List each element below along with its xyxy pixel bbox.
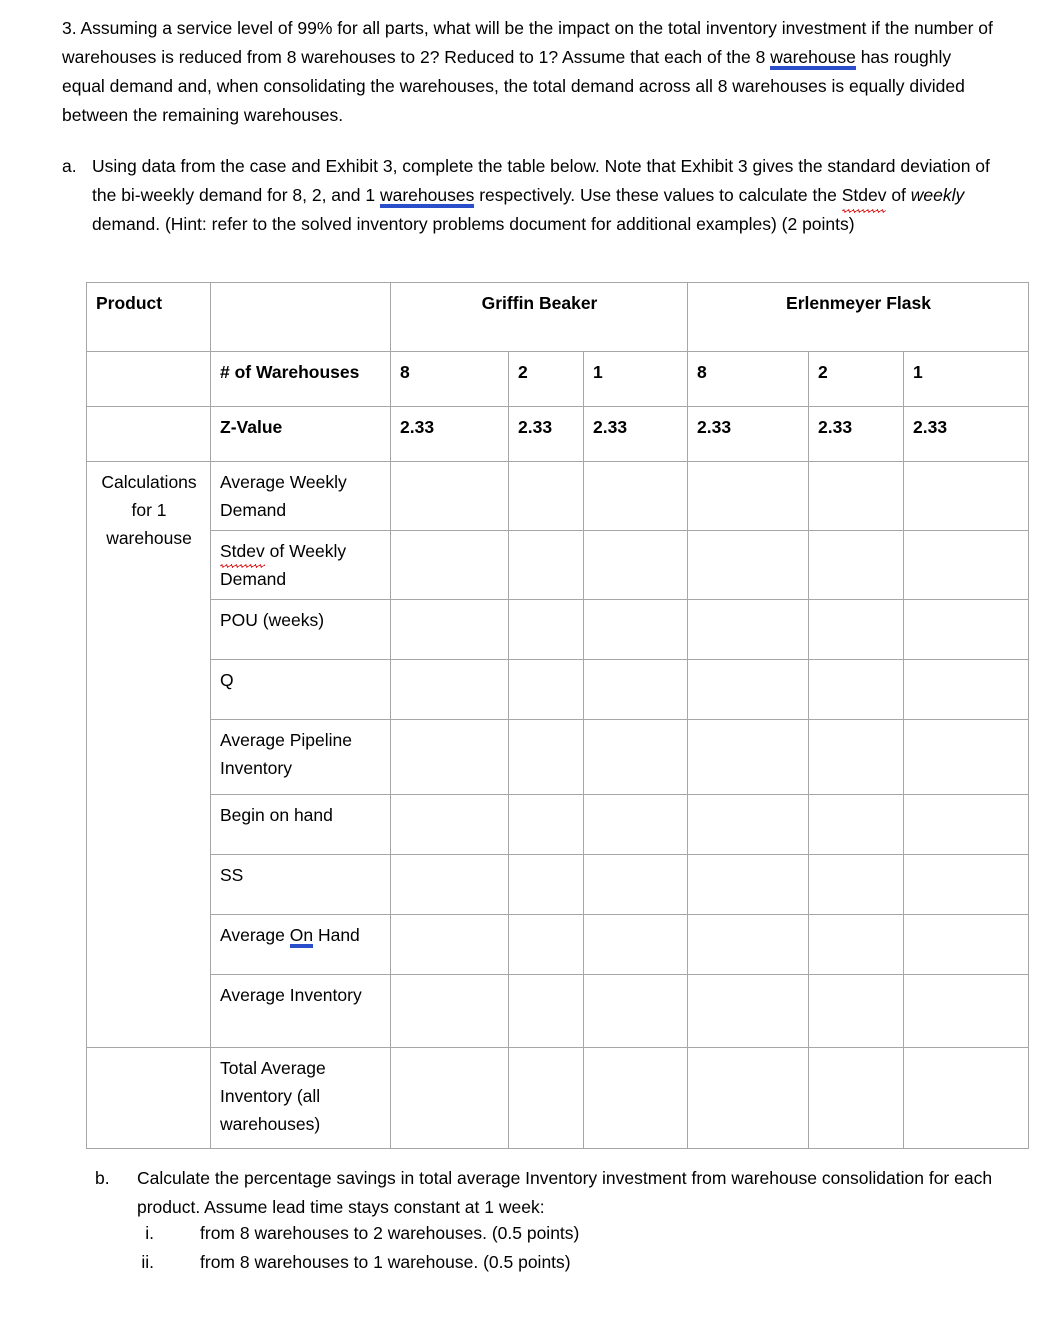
cell-pou-gb-1 xyxy=(584,600,688,660)
cell-boh-ef-2 xyxy=(809,795,904,855)
row-label-avg-on-hand-prefix: Average xyxy=(220,925,290,945)
row-label-average-inventory: Average Inventory xyxy=(211,975,391,1048)
cell-q-ef-8 xyxy=(688,660,809,720)
cell-stdev-gb-8 xyxy=(391,531,509,600)
cell-pou-gb-2 xyxy=(509,600,584,660)
cell-ai-gb-8 xyxy=(391,975,509,1048)
cell-aoh-ef-2 xyxy=(809,915,904,975)
cell-warehouses-ef-1: 1 xyxy=(904,352,1029,407)
list-item-b-sub-ii xyxy=(110,1248,1010,1277)
empty-cell xyxy=(87,407,211,462)
cell-ss-gb-2 xyxy=(509,855,584,915)
cell-awd-gb-1 xyxy=(584,462,688,531)
cell-pou-ef-2 xyxy=(809,600,904,660)
row-label-stdev-suffix: of Weekly Demand xyxy=(220,541,347,589)
inventory-calculation-table xyxy=(86,282,1029,1149)
cell-boh-gb-1 xyxy=(584,795,688,855)
cell-ss-ef-2 xyxy=(809,855,904,915)
question-3-text-part2: has roughly equal demand and, when consolidating the warehouses, the total demand across all 8 warehouses is equally divided between the remaining warehouses. xyxy=(62,47,965,125)
row-label-q: Q xyxy=(211,660,391,720)
cell-api-gb-2 xyxy=(509,720,584,795)
cell-zvalue-gb-2: 2.33 xyxy=(509,407,584,462)
cell-warehouses-ef-2: 2 xyxy=(809,352,904,407)
cell-awd-ef-2 xyxy=(809,462,904,531)
cell-tai-ef-8 xyxy=(688,1048,809,1149)
cell-tai-gb-2 xyxy=(509,1048,584,1149)
cell-boh-gb-8 xyxy=(391,795,509,855)
list-item-b-sublist xyxy=(110,1219,1010,1277)
cell-zvalue-ef-8: 2.33 xyxy=(688,407,809,462)
row-label-ss: SS xyxy=(211,855,391,915)
spelling-flagged-word-stdev-table: Stdev xyxy=(220,537,265,565)
empty-cell xyxy=(87,352,211,407)
header-cell-blank xyxy=(211,283,391,352)
item-a-text-part2: respectively. Use these values to calculate the xyxy=(474,185,842,205)
cell-api-gb-1 xyxy=(584,720,688,795)
header-cell-griffin-beaker: Griffin Beaker xyxy=(391,283,688,352)
cell-pou-ef-8 xyxy=(688,600,809,660)
cell-tai-gb-8 xyxy=(391,1048,509,1149)
table-row-pou-weeks xyxy=(87,600,1029,660)
sub-item-ii-marker: ii. xyxy=(141,1252,154,1272)
cell-api-ef-8 xyxy=(688,720,809,795)
table-row-begin-on-hand xyxy=(87,795,1029,855)
table-row-average-inventory xyxy=(87,975,1029,1048)
cell-tai-ef-1 xyxy=(904,1048,1029,1149)
cell-zvalue-gb-8: 2.33 xyxy=(391,407,509,462)
cell-tai-gb-1 xyxy=(584,1048,688,1149)
list-item-b-body xyxy=(137,1164,1025,1222)
cell-boh-gb-2 xyxy=(509,795,584,855)
cell-ss-gb-8 xyxy=(391,855,509,915)
table-row-header-products xyxy=(87,283,1029,352)
cell-ss-gb-1 xyxy=(584,855,688,915)
row-label-average-on-hand xyxy=(211,915,391,975)
cell-pou-ef-1 xyxy=(904,600,1029,660)
table-row-average-on-hand xyxy=(87,915,1029,975)
cell-aoh-gb-1 xyxy=(584,915,688,975)
cell-api-ef-1 xyxy=(904,720,1029,795)
cell-aoh-gb-2 xyxy=(509,915,584,975)
row-label-stdev-weekly-demand xyxy=(211,531,391,600)
row-label-begin-on-hand: Begin on hand xyxy=(211,795,391,855)
row-label-average-pipeline-inventory: Average Pipeline Inventory xyxy=(211,720,391,795)
cell-aoh-gb-8 xyxy=(391,915,509,975)
cell-q-ef-1 xyxy=(904,660,1029,720)
cell-api-ef-2 xyxy=(809,720,904,795)
row-label-average-weekly-demand: Average Weekly Demand xyxy=(211,462,391,531)
list-item-b-paragraph: Calculate the percentage savings in total average Inventory investment from warehouse consolidation for each product. Assume lead time stays constant at 1 week: xyxy=(137,1168,993,1217)
list-item-b xyxy=(95,1164,1025,1222)
cell-aoh-ef-1 xyxy=(904,915,1029,975)
cell-boh-ef-8 xyxy=(688,795,809,855)
cell-zvalue-ef-2: 2.33 xyxy=(809,407,904,462)
spelling-flagged-word-stdev: Stdev xyxy=(842,181,887,210)
cell-ss-ef-8 xyxy=(688,855,809,915)
grammar-flagged-word-on: On xyxy=(290,925,313,948)
cell-awd-ef-1 xyxy=(904,462,1029,531)
cell-awd-gb-8 xyxy=(391,462,509,531)
cell-zvalue-gb-1: 2.33 xyxy=(584,407,688,462)
cell-warehouses-gb-1: 1 xyxy=(584,352,688,407)
cell-q-gb-1 xyxy=(584,660,688,720)
cell-q-gb-8 xyxy=(391,660,509,720)
italic-word-weekly: weekly xyxy=(910,185,965,205)
list-item-a-body xyxy=(92,152,1012,239)
cell-ai-ef-2 xyxy=(809,975,904,1048)
question-3-text-part1: 3. Assuming a service level of 99% for all parts, what will be the impact on the total inventory investment if the number of warehouses is reduced from 8 warehouses to 2? Reduced to 1? Assume that each of the 8 xyxy=(62,18,993,67)
question-3-paragraph xyxy=(62,14,997,130)
cell-zvalue-ef-1: 2.33 xyxy=(904,407,1029,462)
table-row-stdev-weekly-demand xyxy=(87,531,1029,600)
cell-ai-ef-1 xyxy=(904,975,1029,1048)
table-row-average-pipeline-inventory xyxy=(87,720,1029,795)
cell-aoh-ef-8 xyxy=(688,915,809,975)
cell-q-ef-2 xyxy=(809,660,904,720)
sub-item-i-marker: i. xyxy=(145,1223,154,1243)
cell-stdev-gb-2 xyxy=(509,531,584,600)
table-row-average-weekly-demand xyxy=(87,462,1029,531)
cell-ai-ef-8 xyxy=(688,975,809,1048)
row-label-total-average-inventory: Total Average Inventory (all warehouses) xyxy=(211,1048,391,1149)
row-label-z-value: Z-Value xyxy=(211,407,391,462)
cell-warehouses-ef-8: 8 xyxy=(688,352,809,407)
cell-stdev-ef-2 xyxy=(809,531,904,600)
header-cell-product: Product xyxy=(87,283,211,352)
header-cell-erlenmeyer-flask: Erlenmeyer Flask xyxy=(688,283,1029,352)
row-label-pou-weeks: POU (weeks) xyxy=(211,600,391,660)
cell-q-gb-2 xyxy=(509,660,584,720)
cell-awd-ef-8 xyxy=(688,462,809,531)
cell-warehouses-gb-8: 8 xyxy=(391,352,509,407)
cell-ai-gb-1 xyxy=(584,975,688,1048)
cell-stdev-gb-1 xyxy=(584,531,688,600)
item-a-text-part1: Using data from the case and Exhibit 3, complete the table below. Note that Exhibit 3 gives the standard deviation of the bi-weekly demand for 8, 2, and 1 xyxy=(92,156,990,205)
sub-item-ii-text: from 8 warehouses to 1 warehouse. (0.5 points) xyxy=(200,1252,571,1272)
empty-cell xyxy=(87,1048,211,1149)
item-a-text-part3: of xyxy=(886,185,911,205)
cell-stdev-ef-1 xyxy=(904,531,1029,600)
item-a-text-part4: demand. (Hint: refer to the solved inventory problems document for additional examples) (2 points) xyxy=(92,214,855,234)
cell-api-gb-8 xyxy=(391,720,509,795)
row-label-num-warehouses: # of Warehouses xyxy=(211,352,391,407)
list-item-a xyxy=(62,152,1012,239)
cell-ss-ef-1 xyxy=(904,855,1029,915)
cell-stdev-ef-8 xyxy=(688,531,809,600)
table-row-ss xyxy=(87,855,1029,915)
cell-tai-ef-2 xyxy=(809,1048,904,1149)
cell-pou-gb-8 xyxy=(391,600,509,660)
table-row-q xyxy=(87,660,1029,720)
cell-ai-gb-2 xyxy=(509,975,584,1048)
section-label-calculations-for-1-warehouse: Calculations for 1 warehouse xyxy=(87,462,211,1048)
table-row-num-warehouses xyxy=(87,352,1029,407)
cell-warehouses-gb-2: 2 xyxy=(509,352,584,407)
cell-awd-gb-2 xyxy=(509,462,584,531)
table-row-z-value xyxy=(87,407,1029,462)
row-label-avg-on-hand-suffix: Hand xyxy=(313,925,360,945)
table-row-total-average-inventory xyxy=(87,1048,1029,1149)
question-3-block xyxy=(62,14,997,130)
list-item-a-paragraph xyxy=(92,152,1012,239)
cell-boh-ef-1 xyxy=(904,795,1029,855)
grammar-flagged-word-warehouse: warehouse xyxy=(770,47,856,70)
sub-item-i-text: from 8 warehouses to 2 warehouses. (0.5 points) xyxy=(200,1223,580,1243)
grammar-flagged-word-warehouses: warehouses xyxy=(380,185,474,208)
list-item-b-marker: b. xyxy=(95,1168,110,1188)
list-item-a-marker: a. xyxy=(62,156,77,176)
list-item-b-sub-i xyxy=(110,1219,1010,1248)
